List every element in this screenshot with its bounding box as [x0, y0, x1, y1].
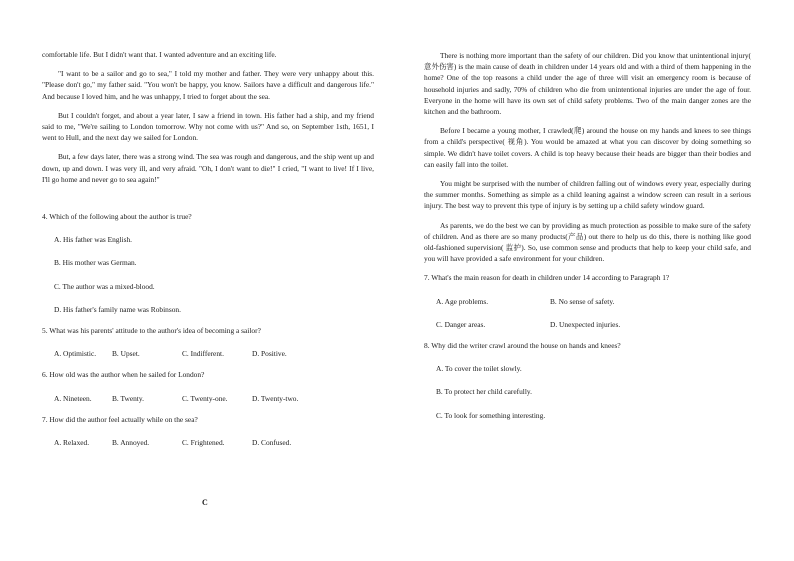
option-b: B. No sense of safety. — [550, 296, 615, 306]
page-letter: C — [202, 498, 208, 507]
question-stem: 7. How did the author feel actually while on the sea? — [42, 414, 198, 424]
right-column — [424, 50, 751, 421]
option-d: D. Twenty-two. — [252, 393, 299, 403]
passage-paragraph: You might be surprised with the number of children falling out of windows every year, especially during the summer months. Something as simple as a child leaning against a window screen can result in a serious injury. The best way to prevent this type of injury is by setting up a child safety window guard. — [424, 179, 751, 211]
options-row — [54, 348, 374, 359]
question-stem: 5. What was his parents' attitude to the author's idea of becoming a sailor? — [42, 326, 261, 336]
passage-paragraph: comfortable life. But I didn't want that. I wanted adventure and an exciting life. — [42, 50, 277, 59]
options-row — [54, 437, 374, 448]
passage-paragraph: There is nothing more important than the safety of our children. Did you know that unintentional injury( 意外伤害) is the main cause of death in children under 14 years old and with a third of them happening in the home? One of the top reasons a child under the age of three will visit an emergency room is because of household injuries and sadly, 70% of children who die from unintentional injuries are under the age of four. Everyone in the home will have its own set of child safety problems. Two of the main danger zones are the kitchen and the bathroom. — [424, 51, 751, 117]
question-4 — [42, 211, 374, 315]
question-6 — [42, 369, 374, 403]
question-7 — [42, 414, 374, 448]
option-d: D. Unexpected injuries. — [550, 319, 621, 329]
options-row — [436, 319, 751, 330]
question-stem: 6. How old was the author when he sailed for London? — [42, 370, 205, 380]
question-7 — [424, 272, 751, 330]
option-b: B. Annoyed. — [112, 438, 150, 448]
option-a: A. Optimistic. — [54, 349, 97, 359]
question-5 — [42, 325, 374, 359]
option-c: C. Indifferent. — [182, 349, 224, 359]
passage-paragraph: Before I became a young mother, I crawled(爬) around the house on my hands and knees to see things from a child's perspective( 视角). You would be amazed at what you can discover by doing something so simple. We didn't have toilet covers. A child is top heavy because their heads are bigger than their bodies and can easily fall into the toilet. — [424, 126, 751, 169]
options-row — [54, 393, 374, 404]
option-d: D. His father's family name was Robinson. — [54, 304, 181, 314]
left-column — [42, 49, 374, 448]
option-b: B. His mother was German. — [54, 258, 137, 268]
option-d: D. Confused. — [252, 438, 292, 448]
option-b: B. Twenty. — [112, 393, 144, 403]
option-a: A. Nineteen. — [54, 393, 92, 403]
passage-paragraph: But, a few days later, there was a strong wind. The sea was rough and dangerous, and the ship went up and down, up and down. I was very ill, and very afraid. "Oh, I don't want to die!" I cried, "I want to live! If I live, I'll go home and never go to sea again!" — [42, 152, 374, 184]
option-c: C. Danger areas. — [436, 319, 486, 329]
option-a: A. To cover the toilet slowly. — [436, 364, 522, 374]
passage-paragraph: As parents, we do the best we can by providing as much protection as possible to make sure of the safety of children. And as there are so many products(产品) out there to help us do this, there is nothing like good old-fashioned supervision( 监护). So, use common sense and products that help to keep your child safe, and you will have provided a safe environment for your children. — [424, 220, 751, 264]
option-c: C. The author was a mixed-blood. — [54, 281, 155, 291]
option-d: D. Positive. — [252, 349, 287, 359]
passage-paragraph: "I want to be a sailor and go to sea," I told my mother and father. They were very unhappy about this. "Please don't go," my father said. "You won't be happy, you know. Sailors have a difficult and dangerous life." And because I loved him, and he was unhappy, I tried to forget about the sea. — [42, 69, 374, 101]
options-row — [436, 296, 751, 307]
option-a: A. Relaxed. — [54, 438, 90, 448]
option-c: C. To look for something interesting. — [436, 410, 546, 420]
question-stem: 7. What's the main reason for death in children under 14 according to Paragraph 1? — [424, 273, 670, 283]
question-stem: 8. Why did the writer crawl around the house on hands and knees? — [424, 341, 621, 351]
option-a: A. His father was English. — [54, 235, 132, 245]
option-a: A. Age problems. — [436, 296, 489, 306]
option-b: B. To protect her child carefully. — [436, 387, 532, 397]
option-c: C. Twenty-one. — [182, 393, 228, 403]
question-stem: 4. Which of the following about the author is true? — [42, 212, 192, 222]
option-b: B. Upset. — [112, 349, 140, 359]
option-c: C. Frightened. — [182, 438, 225, 448]
passage-paragraph: But I couldn't forget, and about a year later, I saw a friend in town. His father had a ship, and my friend said to me, "We're sailing to London tomorrow. Why not come with us?" And so, on September 1sth, 1651, I went to Hull, and the next day we sailed for London. — [42, 110, 374, 143]
question-8 — [424, 340, 751, 421]
